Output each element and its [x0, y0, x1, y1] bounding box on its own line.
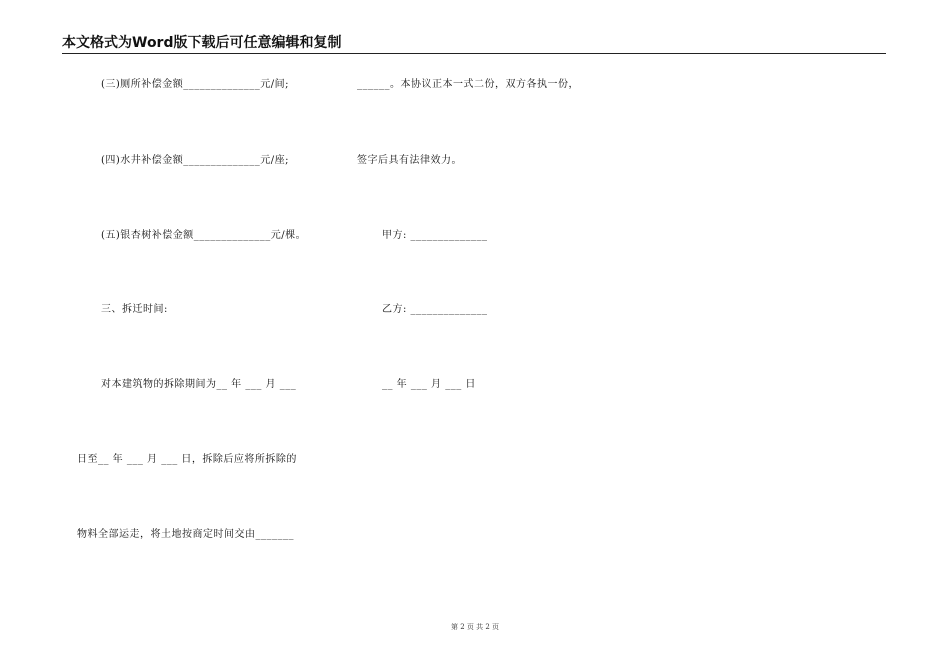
document-header: 本文格式为Word版下载后可任意编辑和复制: [62, 34, 886, 54]
page-number: 第 2 页 共 2 页: [450, 623, 500, 631]
left-line-materials-removal: 物料全部运走，将土地按商定时间交由_______: [77, 529, 294, 540]
signing-date-line: __ 年 ___ 月 ___ 日: [382, 379, 476, 390]
party-a-signature-line: 甲方: ______________: [382, 230, 488, 241]
right-line-agreement-copies: ______。本协议正本一式二份，双方各执一份，: [357, 79, 579, 90]
left-line-well-compensation: (四)水井补偿金额______________元/座;: [101, 155, 290, 166]
left-line-ginkgo-compensation: (五)银杏树补偿金额______________元/棵。: [101, 230, 307, 241]
party-b-signature-line: 乙方: ______________: [382, 304, 488, 315]
left-line-toilet-compensation: (三)厕所补偿金额______________元/间;: [101, 79, 290, 90]
left-line-demolition-period: 对本建筑物的拆除期间为__ 年 ___ 月 ___: [101, 379, 297, 390]
left-line-demolition-period-cont: 日至__ 年 ___ 月 ___ 日，拆除后应将所拆除的: [77, 454, 297, 465]
right-line-legal-effect: 签字后具有法律效力。: [357, 155, 462, 166]
left-line-demolition-time-heading: 三、拆迁时间:: [101, 304, 168, 315]
